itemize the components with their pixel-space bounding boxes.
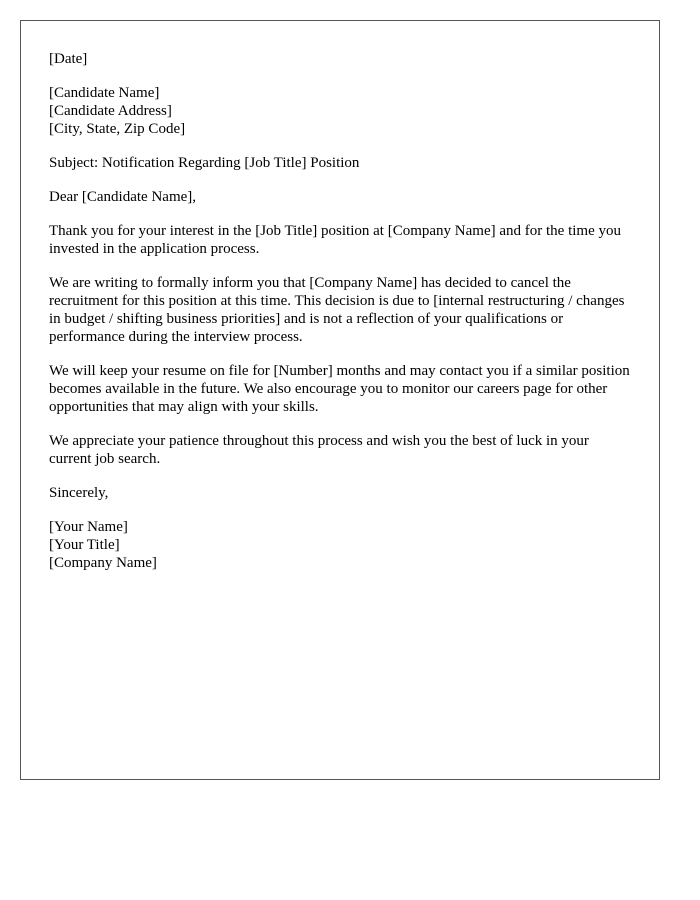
signature-company: [Company Name]	[49, 555, 157, 571]
letter-page	[20, 20, 660, 780]
recipient-city-state-zip: [City, State, Zip Code]	[49, 121, 186, 137]
body-paragraph-1: Thank you for your interest in the [Job Title] position at [Company Name] and for the time you invested in the application process.	[49, 223, 621, 257]
signature-block	[49, 518, 631, 572]
letter-closing: Sincerely,	[49, 485, 109, 501]
body-paragraph-2: We are writing to formally inform you that [Company Name] has decided to cancel the recruitment for this position at this time. This decision is due to [internal restructuring / changes in budget / shifting business priorities] and is not a reflection of your qualifications or performance during the interview process.	[49, 275, 625, 345]
recipient-name: [Candidate Name]	[49, 85, 160, 101]
signature-title: [Your Title]	[49, 537, 120, 553]
letter-salutation: Dear [Candidate Name],	[49, 189, 197, 205]
recipient-block	[49, 84, 631, 138]
letter-subject: Subject: Notification Regarding [Job Title] Position	[49, 155, 360, 171]
signature-name: [Your Name]	[49, 519, 128, 535]
recipient-address: [Candidate Address]	[49, 103, 172, 119]
body-paragraph-3: We will keep your resume on file for [Number] months and may contact you if a similar position becomes available in the future. We also encourage you to monitor our careers page for other opportunities that may align with your skills.	[49, 363, 630, 415]
body-paragraph-4: We appreciate your patience throughout this process and wish you the best of luck in your current job search.	[49, 433, 589, 467]
letter-date: [Date]	[49, 51, 88, 67]
